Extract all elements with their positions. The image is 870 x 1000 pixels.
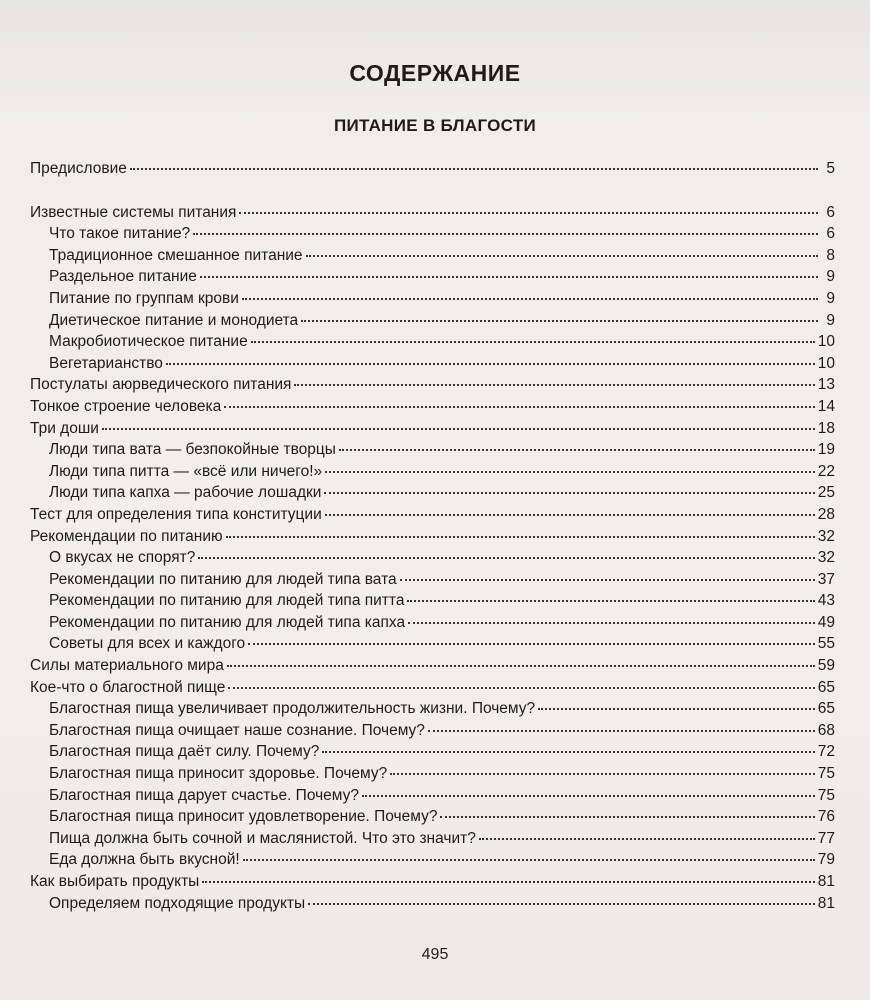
toc-entry-page: 76 xyxy=(817,808,835,826)
toc-entry-title: Тест для определения типа конституции xyxy=(30,505,322,523)
toc-entry-page: 59 xyxy=(817,657,835,675)
toc-entry-page: 75 xyxy=(817,786,835,804)
toc-entry-page: 65 xyxy=(817,678,835,696)
dot-leader xyxy=(308,902,815,905)
toc-entry-title: Советы для всех и каждого xyxy=(49,635,246,653)
toc-entry-title: Благостная пища очищает наше сознание. Почему? xyxy=(49,721,425,739)
toc-entry-title: Питание по группам крови xyxy=(49,289,239,307)
toc-entry-title: Люди типа питта — «всё или ничего!» xyxy=(49,462,323,480)
toc-entry xyxy=(30,871,835,893)
dot-leader xyxy=(224,405,815,408)
toc-entry xyxy=(30,633,835,655)
toc-entry-page: 55 xyxy=(817,635,835,653)
dot-leader xyxy=(538,707,815,710)
dot-leader xyxy=(102,427,815,430)
toc-entry-page: 37 xyxy=(817,570,835,588)
toc-entry xyxy=(30,202,835,224)
dot-leader xyxy=(440,815,814,818)
toc-entry-title: Благостная пища приносит здоровье. Почему? xyxy=(49,765,388,783)
toc-entry-page: 13 xyxy=(817,376,835,394)
toc-entry-page: 9 xyxy=(826,311,835,329)
toc-entry xyxy=(30,439,835,461)
dot-leader xyxy=(390,772,814,775)
toc-entry xyxy=(30,418,835,440)
toc-entry-title: Рекомендации по питанию xyxy=(30,527,223,545)
page-title: СОДЕРЖАНИЕ xyxy=(349,60,521,86)
dot-leader xyxy=(407,599,814,602)
toc-entry-title: Благостная пища приносит удовлетворение. Почему? xyxy=(49,808,438,826)
toc-entry xyxy=(30,482,835,504)
toc-entry xyxy=(30,698,835,720)
toc-entry-title: Еда должна быть вкусной! xyxy=(49,851,240,869)
toc-entry xyxy=(30,288,835,310)
toc-entry xyxy=(30,569,835,591)
dot-leader xyxy=(242,297,818,300)
toc-entry xyxy=(30,785,835,807)
toc-entry-page: 18 xyxy=(817,419,835,437)
dot-leader xyxy=(200,275,818,278)
toc-entry-page: 68 xyxy=(817,721,835,739)
toc-entry-title: Люди типа капха — рабочие лошадки xyxy=(49,484,322,502)
toc-entry xyxy=(30,547,835,569)
toc-entry xyxy=(30,504,835,526)
dot-leader xyxy=(324,491,814,494)
toc-entry-title: Три доши xyxy=(30,419,99,437)
toc-entry xyxy=(30,741,835,763)
dot-leader xyxy=(325,470,815,473)
toc-entry-page: 6 xyxy=(826,203,835,221)
toc-entry-title: Кое-что о благостной пище xyxy=(30,678,226,696)
toc-entry-title: Пища должна быть сочной и маслянистой. Что это значит? xyxy=(49,829,476,847)
toc-entry-title: Силы материального мира xyxy=(30,657,224,675)
toc-entry-page: 9 xyxy=(826,268,835,286)
toc-entry-title: Вегетарианство xyxy=(49,354,163,372)
toc-entry-page: 81 xyxy=(817,873,835,890)
toc-entry xyxy=(30,374,835,396)
toc-entry-page: 72 xyxy=(817,743,835,761)
toc-entry-title: Традиционное смешанное питание xyxy=(49,246,303,264)
toc-entry-page: 32 xyxy=(817,527,835,545)
table-of-contents xyxy=(30,158,835,914)
toc-entry xyxy=(30,677,835,699)
toc-entry xyxy=(30,828,835,850)
dot-leader xyxy=(248,642,815,645)
toc-entry-page: 79 xyxy=(817,851,835,869)
toc-entry-page: 9 xyxy=(826,289,835,307)
toc-entry-title: Рекомендации по питанию для людей типа капха xyxy=(49,613,406,631)
dot-leader xyxy=(408,621,815,624)
toc-entry-page: 22 xyxy=(817,462,835,480)
toc-entry xyxy=(30,806,835,828)
toc-entry-page: 65 xyxy=(817,700,835,718)
toc-entry-page: 75 xyxy=(817,765,835,783)
toc-entry-title: Люди типа вата — безпокойные творцы xyxy=(49,441,336,459)
toc-entry-title: Диетическое питание и монодиета xyxy=(49,311,299,329)
dot-leader xyxy=(239,211,818,214)
toc-entry-title: Определяем подходящие продукты xyxy=(49,894,306,912)
toc-entry xyxy=(30,763,835,785)
dot-leader xyxy=(202,880,814,883)
toc-entry xyxy=(30,590,835,612)
toc-entry xyxy=(30,396,835,418)
toc-entry xyxy=(30,893,835,915)
toc-entry-title: Раздельное питание xyxy=(49,268,197,286)
toc-entry-page: 8 xyxy=(826,246,835,264)
dot-leader xyxy=(322,750,814,753)
toc-entry-page: 10 xyxy=(817,333,835,351)
toc-entry-title: Как выбирать продукты xyxy=(30,873,200,890)
toc-entry-page: 28 xyxy=(817,505,835,523)
page-number: 495 xyxy=(421,946,449,963)
dot-leader xyxy=(306,254,818,257)
toc-entry-page: 19 xyxy=(817,441,835,459)
toc-entry-page: 32 xyxy=(817,549,835,567)
toc-entry xyxy=(30,353,835,375)
toc-entry-title: Макробиотическое питание xyxy=(49,333,248,351)
toc-entry-title: Предисловие xyxy=(30,160,127,177)
dot-leader xyxy=(166,362,815,365)
toc-entry-title: Благостная пища дарует счастье. Почему? xyxy=(49,786,359,804)
toc-entry xyxy=(30,310,835,332)
toc-entry-title: О вкусах не спорят? xyxy=(49,549,196,567)
toc-entry-title: Рекомендации по питанию для людей типа вата xyxy=(49,570,397,588)
toc-entry-page: 81 xyxy=(817,894,835,912)
toc-entry-page: 6 xyxy=(826,225,835,243)
toc-entry xyxy=(30,612,835,634)
dot-leader xyxy=(243,858,815,861)
toc-entry xyxy=(30,158,835,180)
dot-leader xyxy=(362,794,815,797)
toc-entry-title: Постулаты аюрведического питания xyxy=(30,376,292,394)
toc-entry-title: Известные системы питания xyxy=(30,203,237,221)
dot-leader xyxy=(130,167,818,170)
toc-entry xyxy=(30,655,835,677)
dot-leader xyxy=(339,448,815,451)
toc-entry-page: 43 xyxy=(817,592,835,610)
toc-entry-page: 5 xyxy=(826,160,835,177)
toc-entry-page: 14 xyxy=(817,397,835,415)
dot-leader xyxy=(325,513,815,516)
dot-leader xyxy=(228,686,814,689)
toc-entry-title: Благостная пища даёт силу. Почему? xyxy=(49,743,320,761)
toc-entry-page: 49 xyxy=(817,613,835,631)
toc-entry xyxy=(30,223,835,245)
toc-entry-page: 10 xyxy=(817,354,835,372)
dot-leader xyxy=(400,578,815,581)
toc-entry-page: 77 xyxy=(817,829,835,847)
toc-entry-title: Благостная пища увеличивает продолжительность жизни. Почему? xyxy=(49,700,536,718)
dot-leader xyxy=(301,319,818,322)
toc-entry xyxy=(30,461,835,483)
toc-entry-title: Что такое питание? xyxy=(49,225,191,243)
dot-leader xyxy=(226,535,815,538)
dot-leader xyxy=(294,383,814,386)
toc-entry-title: Рекомендации по питанию для людей типа питта xyxy=(49,592,405,610)
toc-entry xyxy=(30,526,835,548)
dot-leader xyxy=(428,729,815,732)
dot-leader xyxy=(193,232,818,235)
dot-leader xyxy=(198,556,814,559)
toc-entry-title: Тонкое строение человека xyxy=(30,397,222,415)
toc-entry-page: 25 xyxy=(817,484,835,502)
toc-entry xyxy=(30,266,835,288)
section-title: ПИТАНИЕ В БЛАГОСТИ xyxy=(333,116,537,135)
dot-leader xyxy=(479,837,815,840)
toc-entry xyxy=(30,245,835,267)
toc-entry xyxy=(30,720,835,742)
toc-entry xyxy=(30,331,835,353)
dot-leader xyxy=(251,340,815,343)
toc-entry xyxy=(30,849,835,871)
dot-leader xyxy=(227,664,815,667)
